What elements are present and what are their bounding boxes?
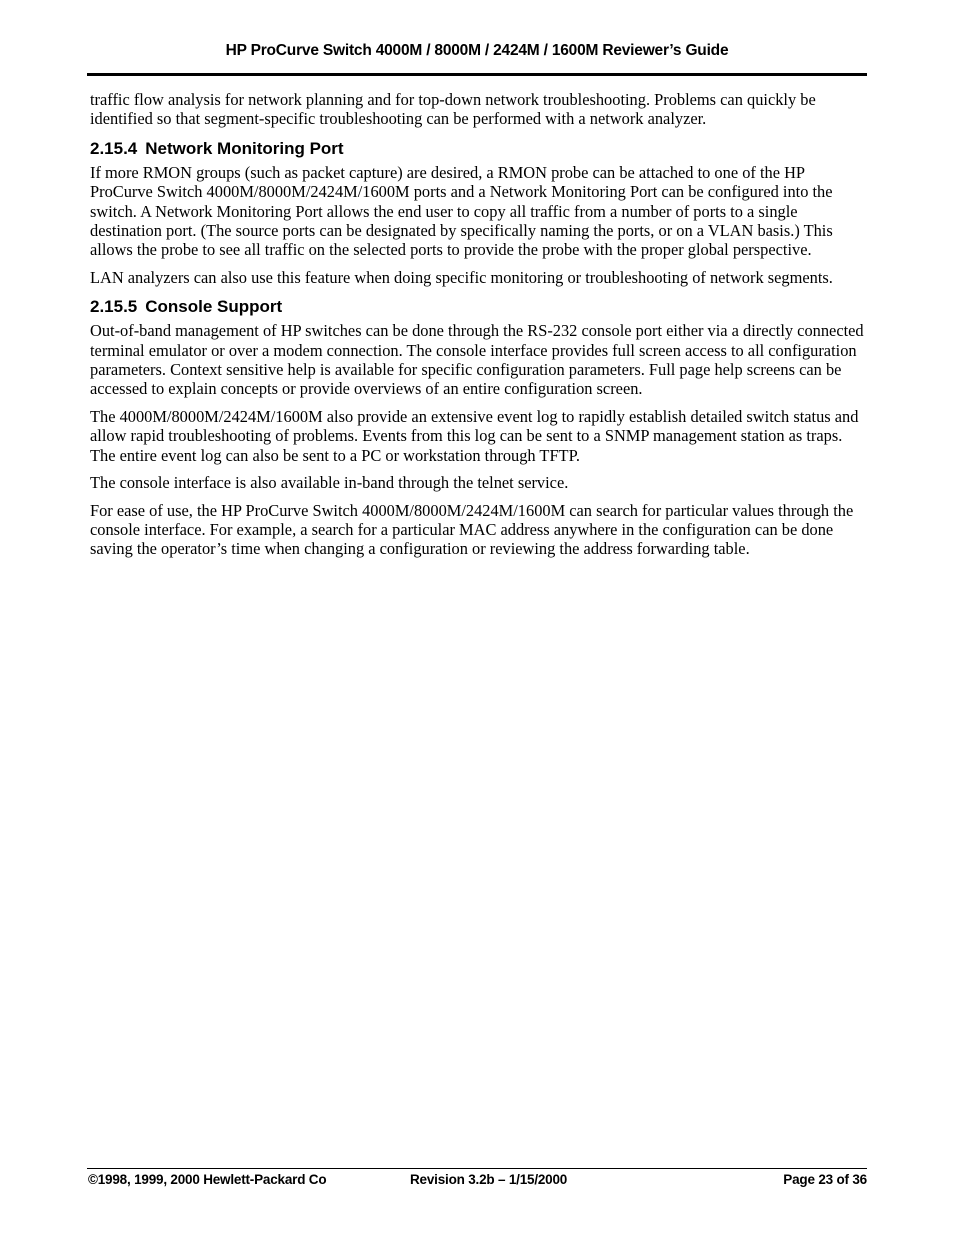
paragraph: If more RMON groups (such as packet capture) are desired, a RMON probe can be attached to one of the HP ProCurve Switch 4000M/8000M/2424M/1600M ports and a Network Monitoring Port can be configured into the switch. A Network Monitoring Port allows the end user to copy all traffic from a number of ports to a single destination port. (The source ports can be designated by specifically naming the ports, or on a VLAN basis.) This allows the probe to see all traffic on the selected ports to provide the probe with the proper global perspective. (90, 162, 833, 260)
footer-revision: Revision 3.2b – 1/15/2000 (410, 1172, 568, 1187)
section-title: Network Monitoring Port (145, 138, 344, 158)
header-divider (87, 73, 867, 76)
section-heading-network-monitoring-port (90, 139, 866, 159)
section-title: Console Support (145, 297, 283, 317)
footer-divider (87, 1168, 867, 1169)
footer-page-number: Page 23 of 36 (783, 1172, 867, 1187)
document-title: HP ProCurve Switch 4000M / 8000M / 2424M / 1600M Reviewer’s Guide (225, 42, 729, 59)
paragraph: The console interface is also available in-band through the telnet service. (90, 473, 569, 493)
paragraph: The 4000M/8000M/2424M/1600M also provide an extensive event log to rapidly establish detailed switch status and allow rapid troubleshooting of problems. Events from this log can be sent to a SNMP management station as traps. The entire event log can also be sent to a PC or workstation through TFTP. (90, 406, 859, 465)
section-number: 2.15.5 (90, 297, 138, 317)
paragraph: Out-of-band management of HP switches can be done through the RS-232 console port either via a directly connected terminal emulator or over a modem connection. The console interface provides full screen access to all configuration parameters. Context sensitive help is available for specific configuration parameters. Full page help screens can be accessed to explain concepts or provide overviews of an entire configuration screen. (90, 321, 864, 399)
section-number: 2.15.4 (90, 138, 138, 158)
paragraph: LAN analyzers can also use this feature when doing specific monitoring or troubleshooting of network segments. (90, 267, 833, 287)
intro-paragraph: traffic flow analysis for network planning and for top-down network troubleshooting. Problems can quickly be identified so that segment-specific troubleshooting can be performed with a network analyzer. (90, 90, 816, 129)
page-content (90, 90, 866, 567)
section-heading-console-support (90, 297, 866, 317)
footer-copyright: ©1998, 1999, 2000 Hewlett-Packard Co (88, 1172, 327, 1187)
paragraph: For ease of use, the HP ProCurve Switch 4000M/8000M/2424M/1600M can search for particular values through the console interface. For example, a search for a particular MAC address anywhere in the configuration can be done saving the operator’s time when changing a configuration or reviewing the address forwarding table. (90, 500, 854, 559)
